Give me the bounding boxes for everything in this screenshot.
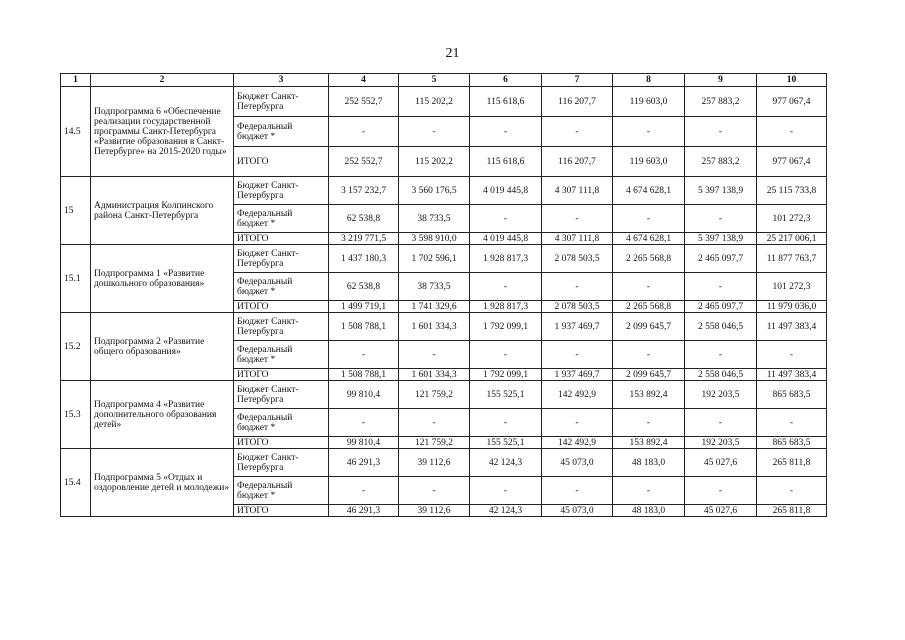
amount-cell: 39 112,6 [399, 449, 470, 477]
amount-cell: 119 603,0 [613, 147, 685, 177]
header-cell: 4 [329, 74, 399, 87]
funding-source: Федеральный бюджет * [234, 273, 329, 301]
section-number: 15.4 [61, 449, 91, 517]
amount-cell: - [757, 477, 827, 505]
amount-cell: 101 272,3 [757, 273, 827, 301]
amount-cell: - [470, 409, 542, 437]
amount-cell: 25 115 733,8 [757, 177, 827, 205]
amount-cell: 38 733,5 [399, 273, 470, 301]
amount-cell: - [685, 117, 757, 147]
amount-cell: 1 928 817,3 [470, 245, 542, 273]
amount-cell: 2 099 645,7 [613, 313, 685, 341]
table-body [61, 87, 827, 517]
amount-cell: 4 307 111,8 [542, 177, 613, 205]
amount-cell: 11 497 383,4 [757, 313, 827, 341]
funding-source: Федеральный бюджет * [234, 205, 329, 233]
table-row [61, 245, 827, 273]
amount-cell: 2 099 645,7 [613, 369, 685, 381]
amount-cell: 977 067,4 [757, 87, 827, 117]
amount-cell: 1 499 719,1 [329, 301, 399, 313]
amount-cell: 116 207,7 [542, 87, 613, 117]
funding-source: Федеральный бюджет * [234, 341, 329, 369]
amount-cell: 39 112,6 [399, 505, 470, 517]
header-cell: 5 [399, 74, 470, 87]
amount-cell: 2 078 503,5 [542, 245, 613, 273]
amount-cell: 142 492,9 [542, 381, 613, 409]
amount-cell: 121 759,2 [399, 437, 470, 449]
amount-cell: 252 552,7 [329, 147, 399, 177]
amount-cell: 38 733,5 [399, 205, 470, 233]
amount-cell: 2 465 097,7 [685, 301, 757, 313]
amount-cell: 115 618,6 [470, 147, 542, 177]
amount-cell: - [613, 117, 685, 147]
amount-cell: 2 265 568,8 [613, 245, 685, 273]
amount-cell: - [542, 341, 613, 369]
amount-cell: 1 937 469,7 [542, 313, 613, 341]
amount-cell: 3 219 771,5 [329, 233, 399, 245]
amount-cell: 3 598 910,0 [399, 233, 470, 245]
section-name: Подпрограмма 5 «Отдых и оздоровление детей и молодежи» [91, 449, 234, 517]
amount-cell: 99 810,4 [329, 381, 399, 409]
amount-cell: 142 492,9 [542, 437, 613, 449]
funding-source: ИТОГО [234, 147, 329, 177]
amount-cell: 4 019 445,8 [470, 177, 542, 205]
amount-cell: 3 560 176,5 [399, 177, 470, 205]
page-number: 21 [445, 46, 460, 61]
amount-cell: 5 397 138,9 [685, 177, 757, 205]
amount-cell: 155 525,1 [470, 381, 542, 409]
section-name: Подпрограмма 1 «Развитие дошкольного образования» [91, 245, 234, 313]
amount-cell: 101 272,3 [757, 205, 827, 233]
funding-source: ИТОГО [234, 437, 329, 449]
amount-cell: - [329, 341, 399, 369]
section-name: Подпрограмма 2 «Развитие общего образования» [91, 313, 234, 381]
amount-cell: - [613, 409, 685, 437]
amount-cell: - [329, 477, 399, 505]
amount-cell: - [613, 205, 685, 233]
amount-cell: 4 674 628,1 [613, 177, 685, 205]
amount-cell: 192 203,5 [685, 381, 757, 409]
section-number: 15 [61, 177, 91, 245]
amount-cell: - [470, 273, 542, 301]
amount-cell: 115 202,2 [399, 87, 470, 117]
amount-cell: 153 892,4 [613, 437, 685, 449]
amount-cell: 46 291,3 [329, 505, 399, 517]
amount-cell: 115 202,2 [399, 147, 470, 177]
header-cell: 1 [61, 74, 91, 87]
header-cell: 10 [757, 74, 827, 87]
amount-cell: 1 702 596,1 [399, 245, 470, 273]
header-cell: 8 [613, 74, 685, 87]
table-row [61, 87, 827, 117]
funding-source: Федеральный бюджет * [234, 117, 329, 147]
header-cell: 3 [234, 74, 329, 87]
amount-cell: - [757, 409, 827, 437]
amount-cell: 62 538,8 [329, 273, 399, 301]
amount-cell: 119 603,0 [613, 87, 685, 117]
section-number: 15.1 [61, 245, 91, 313]
amount-cell: 99 810,4 [329, 437, 399, 449]
amount-cell: - [470, 117, 542, 147]
amount-cell: 257 883,2 [685, 147, 757, 177]
header-cell: 6 [470, 74, 542, 87]
amount-cell: 1 601 334,3 [399, 313, 470, 341]
funding-source: Бюджет Санкт-Петербурга [234, 381, 329, 409]
amount-cell: 45 027,6 [685, 505, 757, 517]
funding-source: ИТОГО [234, 369, 329, 381]
amount-cell: - [757, 117, 827, 147]
amount-cell: - [613, 477, 685, 505]
amount-cell: 1 437 180,3 [329, 245, 399, 273]
amount-cell: 11 497 383,4 [757, 369, 827, 381]
header-cell: 7 [542, 74, 613, 87]
amount-cell: 1 741 329,6 [399, 301, 470, 313]
funding-source: Бюджет Санкт-Петербурга [234, 245, 329, 273]
amount-cell: 11 979 036,0 [757, 301, 827, 313]
amount-cell: 865 683,5 [757, 437, 827, 449]
section-name: Подпрограмма 6 «Обеспечение реализации государственной программы Санкт-Петербурга «Развитие образования в Санкт-Петербурге» на 2015-2020 годы» [91, 87, 234, 177]
amount-cell: 252 552,7 [329, 87, 399, 117]
funding-source: ИТОГО [234, 505, 329, 517]
amount-cell: 42 124,3 [470, 505, 542, 517]
amount-cell: 5 397 138,9 [685, 233, 757, 245]
section-number: 15.2 [61, 313, 91, 381]
amount-cell: - [542, 477, 613, 505]
amount-cell: 977 067,4 [757, 147, 827, 177]
amount-cell: - [470, 477, 542, 505]
amount-cell: 45 073,0 [542, 449, 613, 477]
header-row [61, 74, 827, 87]
amount-cell: - [329, 117, 399, 147]
amount-cell: 4 674 628,1 [613, 233, 685, 245]
amount-cell: 2 465 097,7 [685, 245, 757, 273]
amount-cell: 1 601 334,3 [399, 369, 470, 381]
funding-source: Бюджет Санкт-Петербурга [234, 177, 329, 205]
amount-cell: - [399, 477, 470, 505]
funding-source: Федеральный бюджет * [234, 409, 329, 437]
budget-table [60, 73, 827, 517]
funding-source: Федеральный бюджет * [234, 477, 329, 505]
amount-cell: 121 759,2 [399, 381, 470, 409]
amount-cell: 2 558 046,5 [685, 369, 757, 381]
amount-cell: 4 019 445,8 [470, 233, 542, 245]
table-row [61, 449, 827, 477]
amount-cell: 45 027,6 [685, 449, 757, 477]
amount-cell: 265 811,8 [757, 449, 827, 477]
amount-cell: 2 558 046,5 [685, 313, 757, 341]
table-row [61, 381, 827, 409]
amount-cell: - [329, 409, 399, 437]
table-row [61, 313, 827, 341]
amount-cell: - [542, 117, 613, 147]
funding-source: ИТОГО [234, 301, 329, 313]
amount-cell: 2 265 568,8 [613, 301, 685, 313]
amount-cell: 1 508 788,1 [329, 313, 399, 341]
amount-cell: - [685, 341, 757, 369]
amount-cell: - [613, 273, 685, 301]
amount-cell: - [399, 117, 470, 147]
amount-cell: - [685, 477, 757, 505]
amount-cell: 1 792 099,1 [470, 369, 542, 381]
amount-cell: - [685, 205, 757, 233]
amount-cell: 11 877 763,7 [757, 245, 827, 273]
section-name: Администрация Колпинского района Санкт-Петербурга [91, 177, 234, 245]
amount-cell: - [757, 341, 827, 369]
section-name: Подпрограмма 4 «Развитие дополнительного образования детей» [91, 381, 234, 449]
amount-cell: 48 183,0 [613, 505, 685, 517]
amount-cell: 1 792 099,1 [470, 313, 542, 341]
header-cell: 9 [685, 74, 757, 87]
header-cell: 2 [91, 74, 234, 87]
amount-cell: 3 157 232,7 [329, 177, 399, 205]
amount-cell: - [470, 205, 542, 233]
amount-cell: - [399, 409, 470, 437]
amount-cell: 192 203,5 [685, 437, 757, 449]
amount-cell: 115 618,6 [470, 87, 542, 117]
table-row [61, 177, 827, 205]
amount-cell: 155 525,1 [470, 437, 542, 449]
amount-cell: - [399, 341, 470, 369]
amount-cell: 265 811,8 [757, 505, 827, 517]
funding-source: Бюджет Санкт-Петербурга [234, 87, 329, 117]
amount-cell: - [613, 341, 685, 369]
amount-cell: - [542, 205, 613, 233]
amount-cell: 257 883,2 [685, 87, 757, 117]
amount-cell: 153 892,4 [613, 381, 685, 409]
amount-cell: - [685, 409, 757, 437]
amount-cell: 1 937 469,7 [542, 369, 613, 381]
amount-cell: 62 538,8 [329, 205, 399, 233]
funding-source: Бюджет Санкт-Петербурга [234, 313, 329, 341]
amount-cell: 1 928 817,3 [470, 301, 542, 313]
amount-cell: - [685, 273, 757, 301]
amount-cell: 865 683,5 [757, 381, 827, 409]
amount-cell: 42 124,3 [470, 449, 542, 477]
amount-cell: 2 078 503,5 [542, 301, 613, 313]
amount-cell: 46 291,3 [329, 449, 399, 477]
amount-cell: 25 217 006,1 [757, 233, 827, 245]
section-number: 15.3 [61, 381, 91, 449]
amount-cell: - [542, 273, 613, 301]
amount-cell: 45 073,0 [542, 505, 613, 517]
amount-cell: 48 183,0 [613, 449, 685, 477]
amount-cell: 1 508 788,1 [329, 369, 399, 381]
amount-cell: 4 307 111,8 [542, 233, 613, 245]
amount-cell: 116 207,7 [542, 147, 613, 177]
funding-source: Бюджет Санкт-Петербурга [234, 449, 329, 477]
amount-cell: - [470, 341, 542, 369]
amount-cell: - [542, 409, 613, 437]
section-number: 14.5 [61, 87, 91, 177]
funding-source: ИТОГО [234, 233, 329, 245]
